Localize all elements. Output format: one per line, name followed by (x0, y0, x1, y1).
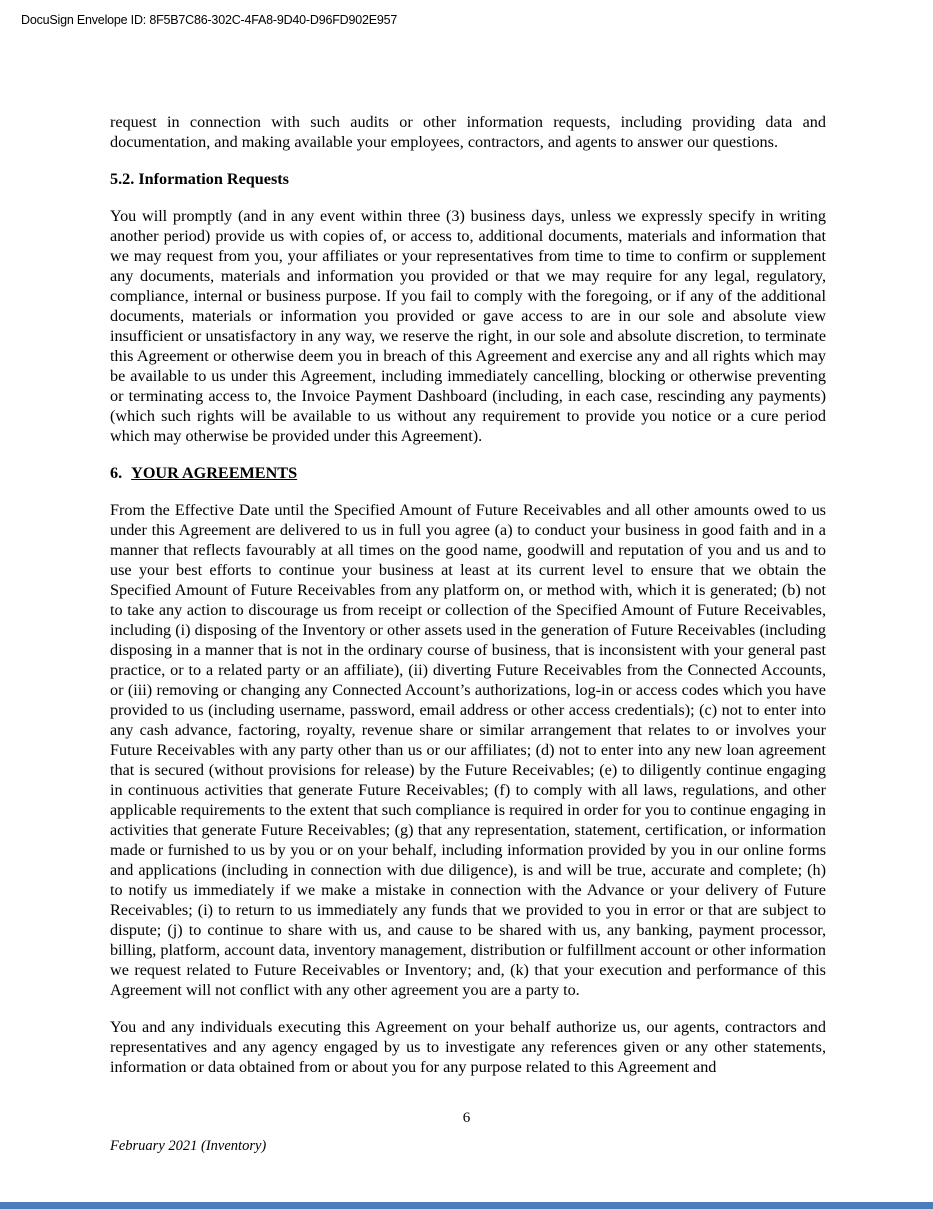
section-5-2-body: You will promptly (and in any event within three (3) business days, unless we expressly specify in writing another period) provide us with copies of, or access to, additional documents, materials and information that we may request from you, your affiliates or your representatives from time to time to confirm or supplement any documents, materials and information you provided or that we may require for any legal, regulatory, compliance, internal or business purpose. If you fail to comply with the foregoing, or if any of the additional documents, materials or information you provided or gave access to are in our sole and absolute view insufficient or unsatisfactory in any way, we reserve the right, in our sole and absolute discretion, to terminate this Agreement or otherwise deem you in breach of this Agreement and exercise any and all rights which may be available to us under this Agreement, including immediately cancelling, blocking or otherwise preventing or terminating access to, the Invoice Payment Dashboard (including, in each case, rescinding any payments) (which such rights will be available to us without any requirement to provide you notice or a cure period which may otherwise be provided under this Agreement). (110, 207, 826, 445)
section-5-2-heading: 5.2. Information Requests (110, 170, 289, 188)
docusign-envelope-id: DocuSign Envelope ID: 8F5B7C86-302C-4FA8-9D40-D96FD902E957 (21, 13, 398, 27)
section-6-heading-title: YOUR AGREEMENTS (131, 464, 298, 482)
footer-version-note: February 2021 (Inventory) (110, 1138, 267, 1154)
section-6-heading-number: 6. (110, 464, 123, 482)
page-number: 6 (462, 1110, 471, 1126)
document-content (110, 112, 826, 1094)
section-6-body: From the Effective Date until the Specified Amount of Future Receivables and all other amounts owed to us under this Agreement are delivered to us in full you agree (a) to conduct your business in good faith and in a manner that reflects favourably at all times on the good name, goodwill and reputation of you and us and to use your best efforts to continue your business at least at its current level to ensure that we obtain the Specified Amount of Future Receivables from any platform on, or method with, which it is generated; (b) not to take any action to discourage us from receipt or collection of the Specified Amount of Future Receivables, including (i) disposing of the Inventory or other assets used in the generation of Future Receivables (including disposing in a manner that is not in the ordinary course of business, that is inconsistent with your general past practice, or to a related party or an affiliate), (ii) diverting Future Receivables from the Connected Accounts, or (iii) removing or changing any Connected Account’s authorizations, log-in or access codes which you have provided to us (including username, password, email address or other access credentials); (c) not to enter into any cash advance, factoring, royalty, revenue share or similar arrangement that relates to or involves your Future Receivables with any party other than us or our affiliates; (d) not to enter into any new loan agreement that is secured (without provisions for release) by the Future Receivables; (e) to diligently continue engaging in continuous activities that generate Future Receivables; (f) to comply with all laws, regulations, and other applicable requirements to the extent that such compliance is required in order for you to continue engaging in activities that generate Future Receivables; (g) that any representation, statement, certification, or information made or furnished to us by you or on your behalf, including information provided by you in our online forms and applications (including in connection with due diligence), is and will be true, accurate and complete; (h) to notify us immediately if we make a mistake in connection with the Advance or your delivery of Future Receivables; (i) to return to us immediately any funds that we provided to you in error or that are subject to dispute; (j) to continue to share with us, and cause to be shared with us, any banking, payment processor, billing, platform, account data, inventory management, distribution or fulfillment account or other information we request related to Future Receivables or Inventory; and, (k) that your execution and performance of this Agreement will not conflict with any other agreement you are a party to. (110, 501, 826, 999)
paragraph-audit-continuation: request in connection with such audits or other information requests, including providing data and documentation, and making available your employees, contractors, and agents to answer our questions. (110, 113, 826, 151)
section-6-heading (110, 463, 826, 483)
bottom-bar (0, 1202, 933, 1209)
section-6-closing-paragraph: You and any individuals executing this Agreement on your behalf authorize us, our agents, contractors and representatives and any agency engaged by us to investigate any references given or any other statements, information or data obtained from or about you for any purpose related to this Agreement and (110, 1018, 826, 1076)
